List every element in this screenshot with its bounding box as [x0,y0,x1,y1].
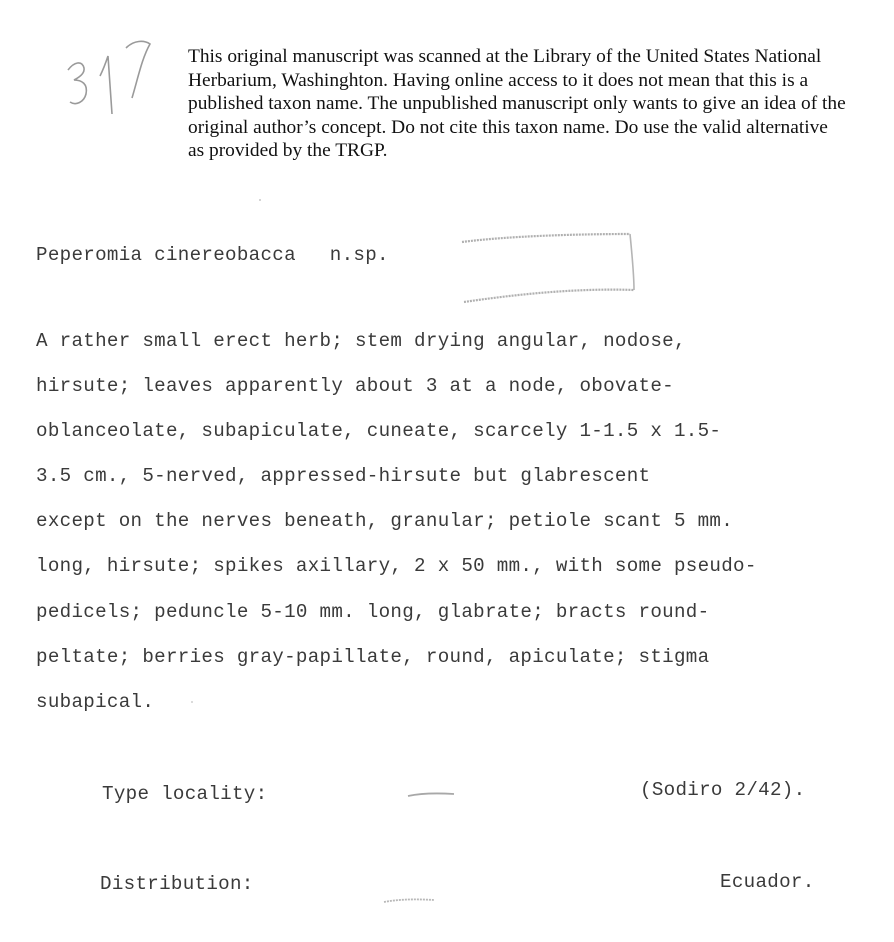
distribution-value: Ecuador. [720,871,815,893]
paper-speck-icon [190,700,194,704]
type-locality-value: (Sodiro 2/42). [640,779,806,801]
description-line-9: subapical. [36,691,155,713]
description-line-7: pedicels; peduncle 5-10 mm. long, glabrate; bracts round- [36,601,710,623]
type-locality-label: Type locality: [102,783,268,805]
description-line-6: long, hirsute; spikes axillary, 2 x 50 mm., with some pseudo- [36,555,757,577]
species-name: Peperomia cinereobacca [36,244,296,266]
description-line-5: except on the nerves beneath, granular; petiole scant 5 mm. [36,510,734,532]
notice-text: This original manuscript was scanned at the Library of the United States National Herbarium, Washinghton. Having online access to it does not mean that this is a published taxon name. The unpublished manuscript only wants to give an idea of the original author’s concept. Do not cite this taxon name. Do use the valid alternative as provided by the TRGP. [188,46,846,162]
paper-speck-icon [258,198,262,202]
description-line-1: A rather small erect herb; stem drying angular, nodose, [36,330,686,352]
new-species-designation: n.sp. [329,244,389,266]
distribution-label: Distribution: [100,873,254,895]
pencil-dash-icon [406,790,458,800]
description-line-2: hirsute; leaves apparently about 3 at a node, obovate- [36,375,674,397]
pencil-box-icon [458,228,640,308]
herbarium-notice [188,45,848,163]
description-line-3: oblanceolate, subapiculate, cuneate, scarcely 1-1.5 x 1.5- [36,420,722,442]
taxon-heading [36,244,389,266]
description-line-8: peltate; berries gray-papillate, round, apiculate; stigma [36,646,710,668]
description-line-4: 3.5 cm., 5-nerved, appressed-hirsute but glabrescent [36,465,651,487]
handwritten-number-icon [60,28,170,128]
pencil-dash-icon [382,894,438,906]
